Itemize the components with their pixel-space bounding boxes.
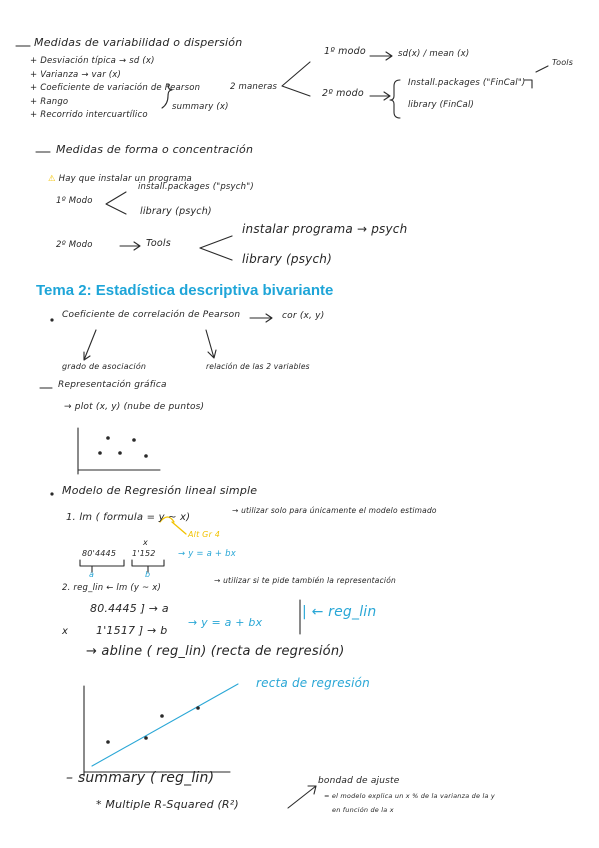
list-item: + Rango xyxy=(30,97,69,107)
arrow-cor xyxy=(250,314,272,322)
scatter-point xyxy=(106,436,110,440)
coef-row-x: x xyxy=(62,626,69,637)
bondad-note-2: en función de la x xyxy=(332,806,394,814)
arrow-grado xyxy=(84,330,96,360)
row-a-text: 80.4445 ] → a xyxy=(90,602,169,615)
modo1-value: sd(x) / mean (x) xyxy=(398,49,470,59)
reg-note: → utilizar si te pide también la representación xyxy=(214,576,396,585)
label-a: a xyxy=(89,570,95,579)
section1-title: Medidas de variabilidad o dispersión xyxy=(34,36,243,49)
scatter-point xyxy=(196,706,200,710)
reg-lin-assign: 2. reg_lin ← lm (y ~ x) xyxy=(62,583,161,593)
scatter-point xyxy=(160,714,164,718)
modo1-label: 1º Modo xyxy=(56,196,93,206)
coef-row-b: 1'1517 ] → b xyxy=(96,624,168,637)
arrow-modo2 xyxy=(120,242,140,250)
regression-line xyxy=(92,684,238,766)
library-psych-2: library (psych) xyxy=(242,252,332,266)
fork-modo1 xyxy=(106,192,126,214)
grado-asociacion: grado de asociación xyxy=(62,362,147,371)
modo2-label: 2º modo xyxy=(322,88,364,99)
equation-1: → y = a + bx xyxy=(178,549,236,559)
altgr-note: Alt Gr 4 xyxy=(188,530,221,539)
relacion-variables: relación de las 2 variables xyxy=(206,362,310,371)
maneras-label: 2 maneras xyxy=(230,82,278,92)
tools-label: Tools xyxy=(146,238,171,249)
plot2-axes xyxy=(84,686,230,776)
list-item: + Varianza → var (x) xyxy=(30,70,122,80)
warning-text: Hay que instalar un programa xyxy=(58,174,192,184)
modo2-line2: library (FinCal) xyxy=(408,100,475,110)
equation-2: → y = a + bx xyxy=(188,616,263,629)
multiple-r-squared: * Multiple R-Squared (R²) xyxy=(96,798,239,811)
bondad-ajuste: bondad de ajuste xyxy=(318,776,400,786)
lm-formula: 1. lm ( formula = y ~ x) xyxy=(66,512,191,523)
scatter-point xyxy=(106,740,110,744)
list-item: + Coeficiente de variación de Pearson xyxy=(30,83,201,93)
section2-title: Medidas de forma o concentración xyxy=(56,143,254,156)
coef-a-value: 80'4445 xyxy=(82,549,117,558)
list-item: + Recorrido intercuartílico xyxy=(30,110,148,120)
fork-modos xyxy=(282,62,310,96)
arrow-m1 xyxy=(370,52,392,60)
reg-lin-label: | ← reg_lin xyxy=(302,604,377,620)
scatter-point xyxy=(118,451,122,455)
coef-row-a xyxy=(90,602,169,615)
scatter-point xyxy=(144,736,148,740)
tools-link xyxy=(524,66,548,88)
section4-title: Modelo de Regresión lineal simple xyxy=(62,484,258,497)
arrow-bondad xyxy=(288,786,316,808)
brace-m2 xyxy=(390,80,400,118)
plot-function: → plot (x, y) (nube de puntos) xyxy=(64,402,205,412)
representacion-grafica: Representación gráfica xyxy=(58,380,167,390)
modo2-line1: Install.packages ("FinCal") xyxy=(408,78,526,88)
warning-icon: ⚠ xyxy=(48,174,56,184)
modo1-label: 1º modo xyxy=(324,46,366,57)
coef-pearson: Coeficiente de correlación de Pearson xyxy=(62,310,241,320)
install-psych: install.packages ("psych") xyxy=(138,182,254,192)
arrow-m2 xyxy=(370,92,390,100)
tools-label: Tools xyxy=(552,58,574,67)
list-item: + Desviación típica → sd (x) xyxy=(30,56,155,66)
abline-call: → abline ( reg_lin) (recta de regresión) xyxy=(86,644,345,659)
bullet-modelo xyxy=(50,492,53,495)
plot1-axes xyxy=(78,428,160,474)
fork-modo2 xyxy=(200,236,232,260)
bullet-coef xyxy=(50,318,53,321)
scatter-point xyxy=(98,451,102,455)
bondad-note-1: = el modelo explica un x % de la varianza de la y xyxy=(324,792,495,800)
scatter-point xyxy=(132,438,136,442)
cor-function: cor (x, y) xyxy=(282,311,325,321)
tema-heading: Tema 2: Estadística descriptiva bivariante xyxy=(36,282,334,299)
instalar-programa: instalar programa → psych xyxy=(242,222,408,236)
coef-ticks xyxy=(92,566,148,572)
tilde-pointer xyxy=(172,522,186,534)
coef-x-label: x xyxy=(143,538,148,547)
coef-b-value: 1'152 xyxy=(132,549,156,558)
scatter-point xyxy=(144,454,148,458)
library-psych: library (psych) xyxy=(140,206,212,217)
lm-note: → utilizar solo para únicamente el modelo estimado xyxy=(232,506,437,515)
arrow-relacion xyxy=(206,330,216,358)
modo2-label: 2º Modo xyxy=(56,240,93,250)
summary-label: summary (x) xyxy=(172,102,229,112)
summary-call: – summary ( reg_lin) xyxy=(66,770,215,786)
coef-brackets xyxy=(80,560,164,566)
recta-regresion-label: recta de regresión xyxy=(256,676,370,690)
label-b: b xyxy=(145,570,151,579)
